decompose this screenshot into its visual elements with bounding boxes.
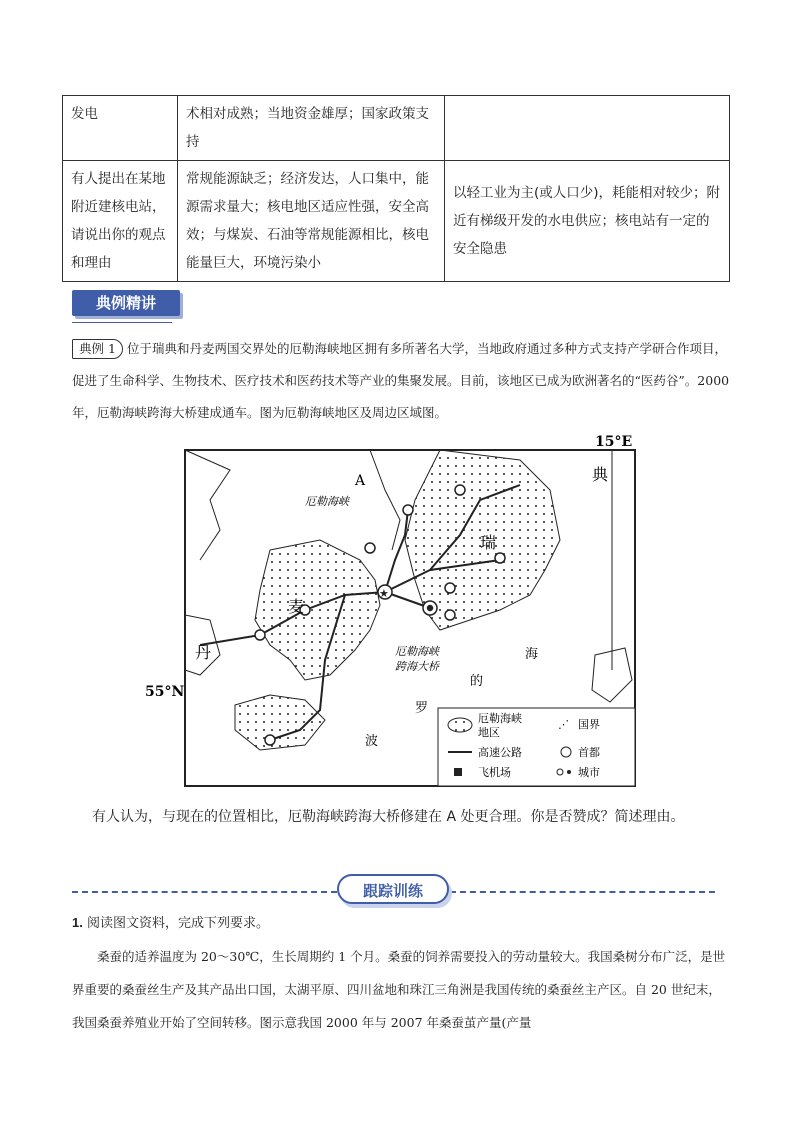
example-paragraph [72,333,732,429]
map-legend [438,708,635,786]
map-label-sea-4: 波 [365,734,379,749]
city-marker [255,630,265,640]
map-label-bridge-1: 厄勒海峡 [395,645,439,658]
table-cell: 发电 [63,96,178,161]
longitude-label: 15°E [595,434,633,450]
example-text: 位于瑞典和丹麦两国交界处的厄勒海峡地区拥有多所著名大学，当地政府通过多种方式支持产学研合作项目，促进了生命科学、生物技术、医疗技术和医药技术等产业的集聚发展。目前，该地区已成为欧洲著名的“医药谷”。2000 年，厄勒海峡跨海大桥建成通车。图为厄勒海峡地区及周边区域图。 [72,341,730,420]
map-label-sea-3: 罗 [415,701,429,716]
legend-city: 城市 [578,766,600,779]
latitude-label: 55°N [145,684,185,700]
city-marker [445,610,455,620]
map-label-strait: 厄勒海峡 [305,495,349,508]
map-label-a: A [355,473,366,489]
lolland-land [235,695,325,750]
question-1 [72,912,269,931]
city-marker [445,583,455,593]
question-number: 1. [72,915,83,930]
example-tag: 典例 1 [72,339,123,359]
section-banner: 典例精讲 [72,290,180,316]
legend-airport: 飞机场 [478,766,511,779]
table-cell: 以轻工业为主(或人口少)，耗能相对较少；附近有梯级开发的水电供应；核电站有一定的安全隐患 [445,161,730,282]
table-cell: 术相对成熟；当地资金雄厚；国家政策支持 [178,96,445,161]
legend-highway: 高速公路 [478,746,522,759]
map-label-denmark-2: 丹 [195,643,212,662]
svg-text:⋰: ⋰ [558,718,569,731]
legend-capital: 首都 [578,746,600,759]
banner-underline [72,322,172,323]
city-marker [455,485,465,495]
table-cell [445,96,730,161]
table-row [63,161,730,282]
section-title: 跟踪训练 [337,874,449,904]
city-marker [365,543,375,553]
city-marker [403,505,413,515]
zealand-land [255,540,380,680]
table-cell: 常规能源缺乏；经济发达，人口集中，能源需求量大；核电地区适应性强，安全高效；与煤炭、石油等常规能源相比，核电能量巨大，环境污染小 [178,161,445,282]
map-label-sweden-2: 瑞 [480,533,497,552]
table-row [63,96,730,161]
city-marker [428,606,433,611]
legend-region-1: 厄勒海峡 [478,712,522,725]
body-paragraph: 桑蚕的适养温度为 20～30℃，生长周期约 1 个月。桑蚕的饲养需要投入的劳动量较大。我国桑树分布广泛，是世界重要的桑蚕丝生产及其产品出口国，太湖平原、四川盆地和珠江三角洲是我国传统的桑蚕丝主产区。自 20 世纪末，我国桑蚕养殖业开始了空间转移。图示意我国 2000 年与 2007 年桑蚕茧产量(产量 [72,949,726,1030]
table-cell: 有人提出在某地附近建核电站，请说出你的观点和理由 [63,161,178,282]
highway [385,510,408,592]
city-marker [495,553,505,563]
divider-left [72,891,337,893]
map-label-denmark-1: 麦 [288,597,305,616]
coast-west [185,450,230,560]
question-1-text: 阅读图文资料，完成下列要求。 [86,916,269,931]
comparison-table [62,95,730,282]
map-label-sweden-1: 典 [592,465,609,484]
svg-text:★: ★ [379,587,389,600]
question-text: 有人认为，与现在的位置相比，厄勒海峡跨海大桥修建在 A 处更合理。你是否赞成？简述理由。 [92,809,685,825]
map-label-sea-1: 海 [525,647,539,662]
oresund-map [140,430,660,800]
legend-region-2: 地区 [478,726,500,739]
city-marker [265,735,275,745]
map-label-sea-2: 的 [470,674,484,689]
divider-right [450,891,715,893]
coast-north [370,450,400,550]
legend-border: 国界 [578,718,600,731]
map-label-bridge-2: 跨海大桥 [395,660,439,673]
